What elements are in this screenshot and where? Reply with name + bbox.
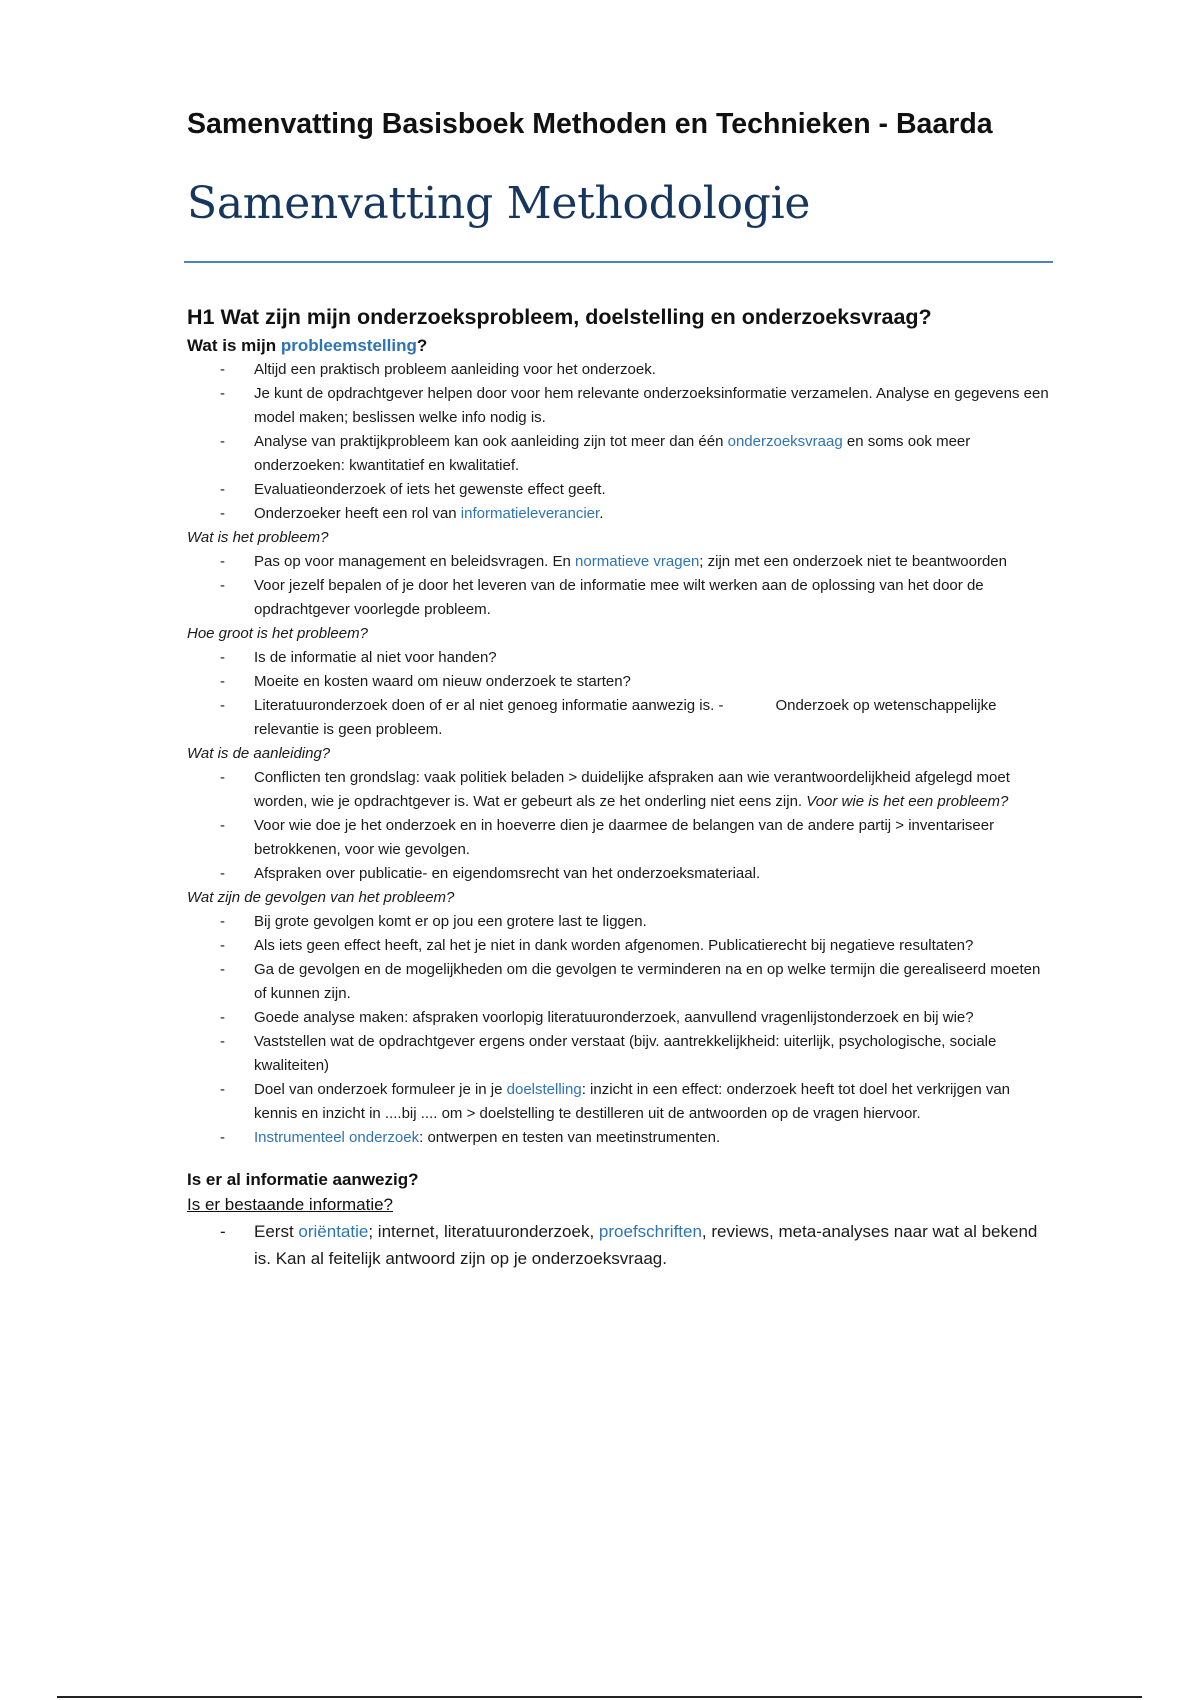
bullet-list [187,910,1053,1150]
list-item [187,502,1053,526]
list-item: - Altijd een praktisch probleem aanleiding voor het onderzoek. [187,358,1053,382]
list-item [187,1126,1053,1150]
link-informatieleverancier[interactable]: informatieleverancier [460,505,600,522]
link-doelstelling[interactable]: doelstelling [506,1081,582,1098]
link-orientatie[interactable]: oriëntatie [298,1222,369,1241]
bullet-list [187,646,1053,742]
item-text: Onderzoeker heeft een rol van [254,505,461,522]
link-instrumenteel-onderzoek[interactable]: Instrumenteel onderzoek [254,1129,420,1146]
list-item: - Evaluatieonderzoek of iets het gewenste effect geeft. [187,478,1053,502]
list-item: - Als iets geen effect heeft, zal het je niet in dank worden afgenomen. Publicatierecht bij negatieve resultaten? [187,934,1053,958]
item-text: Onderzoek op wetenschappelijke relevantie is geen probleem. [254,697,997,738]
document-header: Samenvatting Basisboek Methoden en Technieken - Baarda [187,108,993,140]
heading-text: ? [416,336,428,355]
item-text: Doel van onderzoek formuleer je in je [254,1081,507,1098]
item-text: : inzicht in een effect: onderzoek heeft tot doel het verkrijgen van kennis en inzicht in ....bij .... om > doelstelling te destilleren uit de antwoorden op de vragen hiervoor. [254,1081,1011,1122]
subsection-heading: Wat is de aanleiding? [187,745,331,762]
item-text: , reviews, meta-analyses naar wat al bekend is. Kan al feitelijk antwoord zijn op je onderzoeksvraag. [254,1222,1038,1268]
list-item [187,766,1053,814]
list-item [187,1078,1053,1126]
item-text: : ontwerpen en testen van meetinstrumenten. [419,1129,721,1146]
list-item: - Is de informatie al niet voor handen? [187,646,1053,670]
section-heading-informatie: Is er al informatie aanwezig? [187,1170,419,1189]
list-item: - Moeite en kosten waard om nieuw onderzoek te starten? [187,670,1053,694]
link-proefschriften[interactable]: proefschriften [598,1222,702,1241]
item-text: ; zijn met een onderzoek niet te beantwoorden [699,553,1007,570]
chapter-heading: H1 Wat zijn mijn onderzoeksprobleem, doelstelling en onderzoeksvraag? [187,305,932,329]
item-text-italic: Voor wie is het een probleem? [806,793,1009,810]
subsection-heading: Wat zijn de gevolgen van het probleem? [187,889,455,906]
subsection-heading: Hoe groot is het probleem? [187,625,368,642]
subsection-heading: Wat is het probleem? [187,529,329,546]
item-text: ; internet, literatuuronderzoek, [368,1222,599,1241]
item-text: Eerst [254,1222,299,1241]
list-item [187,694,1053,742]
bullet-list [187,1218,1053,1272]
list-item [187,550,1053,574]
list-item [187,430,1053,478]
underlined-subheading: Is er bestaande informatie? [187,1195,394,1214]
list-item: - Je kunt de opdrachtgever helpen door voor hem relevante onderzoeksinformatie verzamelen. Analyse en gegevens een model maken; beslissen welke info nodig is. [187,382,1053,430]
item-text: Analyse van praktijkprobleem kan ook aanleiding zijn tot meer dan één [254,433,728,450]
item-text: Literatuuronderzoek doen of er al niet genoeg informatie aanwezig is. - [254,697,724,714]
link-probleemstelling[interactable]: probleemstelling [280,336,417,355]
item-text: . [599,505,604,522]
bullet-list [187,358,1053,526]
document-title: Samenvatting Methodologie [187,178,811,229]
document-body [187,305,1053,1272]
section-heading-probleemstelling [187,334,1053,358]
list-item: - Ga de gevolgen en de mogelijkheden om die gevolgen te verminderen na en op welke termijn die gerealiseerd moeten of kunnen zijn. [187,958,1053,1006]
footer-divider [57,1696,1142,1698]
bullet-list [187,766,1053,886]
list-item: - Voor jezelf bepalen of je door het leveren van de informatie mee wilt werken aan de oplossing van het door de opdrachtgever voorlegde probleem. [187,574,1053,622]
item-text: Pas op voor management en beleidsvragen. En [254,553,576,570]
item-text: en soms ook meer onderzoeken: kwantitatief en kwalitatief. [254,433,971,474]
bullet-list [187,550,1053,622]
link-normatieve-vragen[interactable]: normatieve vragen [575,553,700,570]
list-item: - Vaststellen wat de opdrachtgever ergens onder verstaat (bijv. aantrekkelijkheid: uiterlijk, psychologische, sociale kwaliteiten) [187,1030,1053,1078]
list-item [187,1218,1053,1272]
list-item: - Bij grote gevolgen komt er op jou een grotere last te liggen. [187,910,1053,934]
list-item: - Goede analyse maken: afspraken voorlopig literatuuronderzoek, aanvullend vragenlijstonderzoek en bij wie? [187,1006,1053,1030]
list-item: - Afspraken over publicatie- en eigendomsrecht van het onderzoeksmateriaal. [187,862,1053,886]
link-onderzoeksvraag[interactable]: onderzoeksvraag [727,433,843,450]
title-divider [184,261,1053,263]
heading-text: Wat is mijn [187,336,281,355]
item-text: Conflicten ten grondslag: vaak politiek beladen > duidelijke afspraken aan wie verantwoordelijkheid afgelegd moet worden, wie je opdrachtgever is. Wat er gebeurt als ze het onderling niet eens zijn. [254,769,1010,810]
list-item: - Voor wie doe je het onderzoek en in hoeverre dien je daarmee de belangen van de andere partij > inventariseer betrokkenen, voor wie gevolgen. [187,814,1053,862]
